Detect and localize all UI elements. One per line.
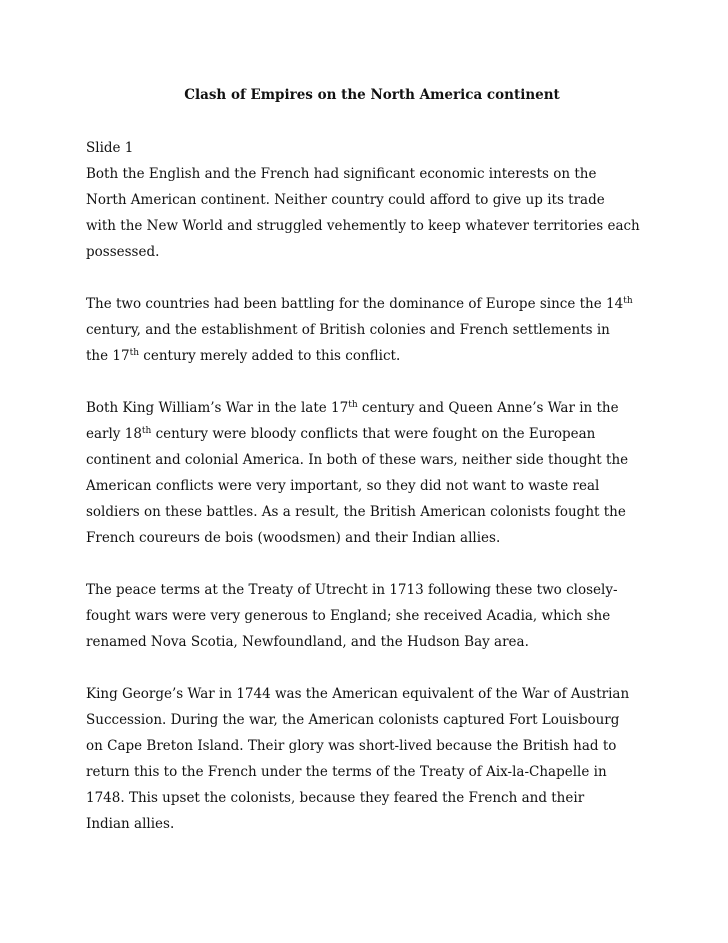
text-line: on Cape Breton Island. Their glory was short-lived because the British had to <box>86 738 617 754</box>
superscript: th <box>141 426 152 436</box>
text-line: renamed Nova Scotia, Newfoundland, and the Hudson Bay area. <box>86 634 529 650</box>
paragraph-4 <box>86 577 646 655</box>
text-segment: century were bloody conflicts that were fought on the European <box>151 426 596 442</box>
paragraph-5 <box>86 681 646 837</box>
text-line: soldiers on these battles. As a result, the British American colonists fought the <box>86 504 626 520</box>
text-line: Indian allies. <box>86 816 175 832</box>
text-line: North American continent. Neither country could afford to give up its trade <box>86 192 605 208</box>
superscript: th <box>348 400 358 410</box>
text-line: King George’s War in 1744 was the American equivalent of the War of Austrian <box>86 686 630 702</box>
text-line: continent and colonial America. In both of these wars, neither side thought the <box>86 452 629 468</box>
text-segment: the 17 <box>86 348 130 364</box>
text-line <box>86 395 646 421</box>
paragraph-1 <box>86 161 646 265</box>
text-segment: early 18 <box>86 426 142 442</box>
paragraph-spacer <box>86 551 646 577</box>
text-line: Succession. During the war, the American colonists captured Fort Louisbourg <box>86 712 620 728</box>
text-line <box>86 343 646 369</box>
text-line: Both the English and the French had significant economic interests on the <box>86 166 597 182</box>
text-line: return this to the French under the terms of the Treaty of Aix-la-Chapelle in <box>86 764 607 780</box>
text-segment: century and Queen Anne’s War in the <box>357 400 619 416</box>
text-line <box>86 291 646 317</box>
text-segment: century merely added to this conflict. <box>139 348 401 364</box>
paragraph-spacer <box>86 655 646 681</box>
text-line <box>86 421 646 447</box>
text-line: American conflicts were very important, so they did not want to waste real <box>86 478 600 494</box>
text-line: possessed. <box>86 244 160 260</box>
paragraph-spacer <box>86 265 646 291</box>
text-line: with the New World and struggled vehemently to keep whatever territories each <box>86 218 640 234</box>
superscript: th <box>623 296 633 306</box>
text-line: century, and the establishment of British colonies and French settlements in <box>86 322 610 338</box>
document-body <box>86 135 646 837</box>
text-segment: The two countries had been battling for the dominance of Europe since the 14 <box>86 296 624 312</box>
text-line: French coureurs de bois (woodsmen) and their Indian allies. <box>86 530 501 546</box>
paragraph-2 <box>86 291 646 369</box>
text-segment: Both King William’s War in the late 17 <box>86 400 349 416</box>
text-line: 1748. This upset the colonists, because they feared the French and their <box>86 790 585 806</box>
paragraph-3 <box>86 395 646 551</box>
superscript: th <box>129 348 140 358</box>
paragraph-spacer <box>86 369 646 395</box>
text-line: fought wars were very generous to England; she received Acadia, which she <box>86 608 611 624</box>
text-line: The peace terms at the Treaty of Utrecht in 1713 following these two closely- <box>86 582 618 598</box>
page-title: Clash of Empires on the North America continent <box>184 87 560 103</box>
slide-label: Slide 1 <box>86 140 134 156</box>
